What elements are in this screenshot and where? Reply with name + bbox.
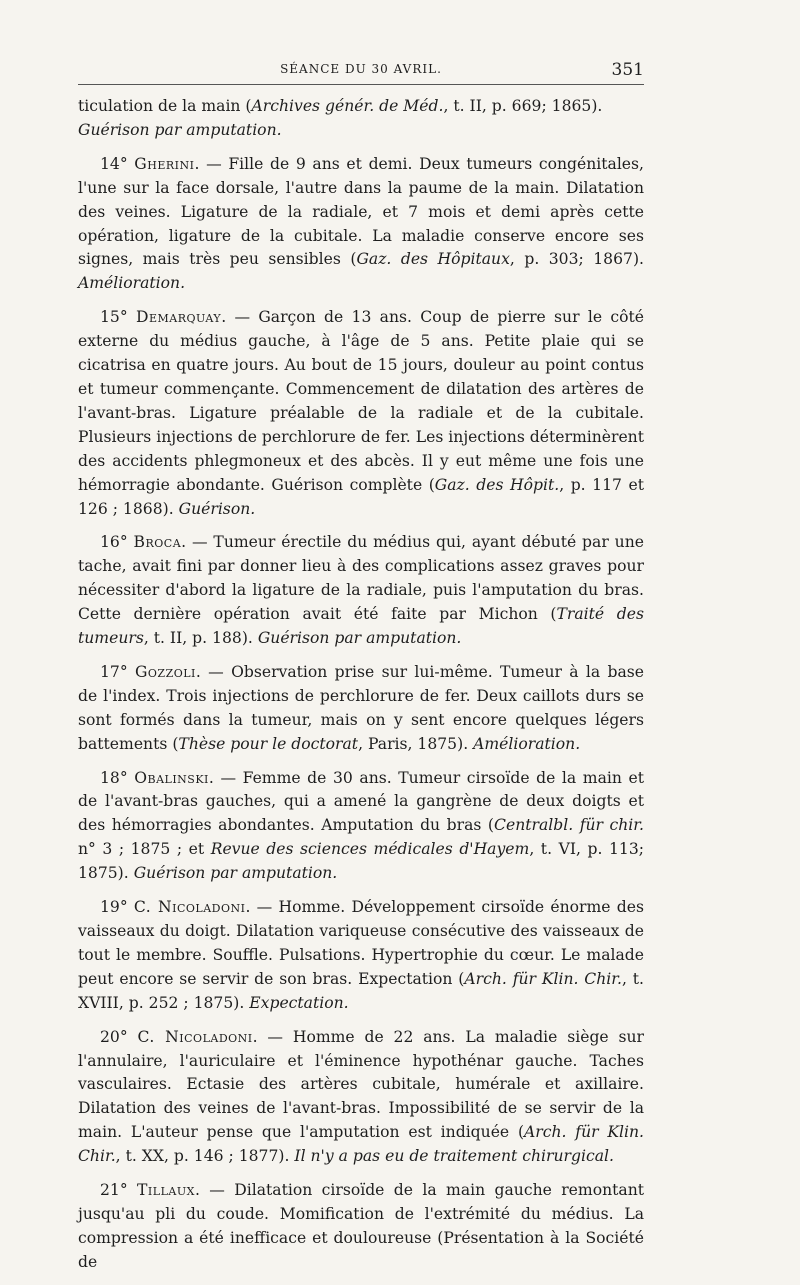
entry-19: 19° C. Nicoladoni. — Homme. Développement cirsoïde énorme des vaisseaux du doigt. Dilatation variqueuse consécutive des vaisseaux de tout le membre. Souffle. Pulsations. Hypertrophie du cœur. Le malade peut encore se servir de son bras. Expectation (Arch. für Klin. Chir., t. XVIII, p. 252 ; 1875). Expectation. [78, 898, 644, 1012]
page-number: 351 [611, 60, 644, 80]
author-name: Demarquay [135, 308, 222, 327]
continuation-paragraph: ticulation de la main (Archives génér. de Méd., t. II, p. 669; 1865). Guérison par amputation. [78, 97, 603, 139]
entry-21: 21° Tillaux. — Dilatation cirsoïde de la main gauche remontant jusqu'au pli du coude. Momification de l'extrémité du médius. La compression a été inefficace et douloureuse (Présentation à la Société de [78, 1181, 644, 1271]
running-header [78, 58, 644, 85]
book-page [78, 58, 644, 1285]
entry-20: 20° C. Nicoladoni. — Homme de 22 ans. La maladie siège sur l'annulaire, l'auriculaire et l'éminence hypothénar gauche. Taches vasculaires. Ectasie des artères cubitale, humérale et axillaire. Dilatation des veines de l'avant-bras. Impossibilité de se servir de la main. L'auteur pense que l'amputation est indiquée (Arch. für Klin. Chir., t. XX, p. 146 ; 1877). Il n'y a pas eu de traitement chirurgical. [78, 1027, 644, 1166]
author-name: Tillaux [137, 1181, 195, 1200]
entry-15: 15° Demarquay. — Garçon de 13 ans. Coup de pierre sur le côté externe du médius gauche, à l'âge de 5 ans. Petite plaie qui se cicatrisa en quatre jours. Au bout de 15 jours, douleur au point contus et tumeur commençante. Commencement de dilatation des artères de l'avant-bras. Ligature préalable de la radiale et de la cubitale. Plusieurs injections de perchlorure de fer. Les injections déterminèrent des accidents phlegmoneux et des abcès. Il y eut même une fois une hémorragie abondante. Guérison complète (Gaz. des Hôpit., p. 117 et 126 ; 1868). Guérison. [78, 308, 644, 518]
author-name: Obalinski [134, 768, 209, 787]
entry-17: 17° Gozzoli. — Observation prise sur lui-même. Tumeur à la base de l'index. Trois injections de perchlorure de fer. Deux caillots durs se sont formés dans la tumeur, mais on y sent encore quelques légers battements (Thèse pour le doctorat, Paris, 1875). Amélioration. [78, 662, 644, 753]
entry-14: 14° Gherini. — Fille de 9 ans et demi. Deux tumeurs congénitales, l'une sur la face dorsale, l'autre dans la paume de la main. Dilatation des veines. Ligature de la radiale, et 7 mois et demi après cette opération, ligature de la cubitale. La maladie conserve encore ses signes, mais très peu sensibles (Gaz. des Hôpitaux, p. 303; 1867). Amélioration. [78, 154, 644, 293]
author-name: Broca [133, 533, 182, 552]
author-name: C. Nicoladoni [137, 1027, 253, 1046]
entry-16: 16° Broca. — Tumeur érectile du médius qui, ayant débuté par une tache, avait fini par donner lieu à des complications assez graves pour nécessiter d'abord la ligature de la radiale, puis l'amputation du bras. Cette dernière opération avait été faite par Michon (Traité des tumeurs, t. II, p. 188). Guérison par amputation. [78, 533, 644, 648]
running-title: SÉANCE DU 30 AVRIL. [280, 62, 442, 76]
author-name: Gozzoli [134, 662, 196, 681]
author-name: Gherini [134, 154, 195, 173]
entry-18: 18° Obalinski. — Femme de 30 ans. Tumeur cirsoïde de la main et de l'avant-bras gauches, qui a amené la gangrène de deux doigts et des hémorragies abondantes. Amputation du bras (Centralbl. für chir. n° 3 ; 1875 ; et Revue des sciences médicales d'Hayem, t. VI, p. 113; 1875). Guérison par amputation. [78, 768, 644, 883]
body-text [78, 95, 644, 1275]
author-name: C. Nicoladoni [133, 898, 246, 917]
